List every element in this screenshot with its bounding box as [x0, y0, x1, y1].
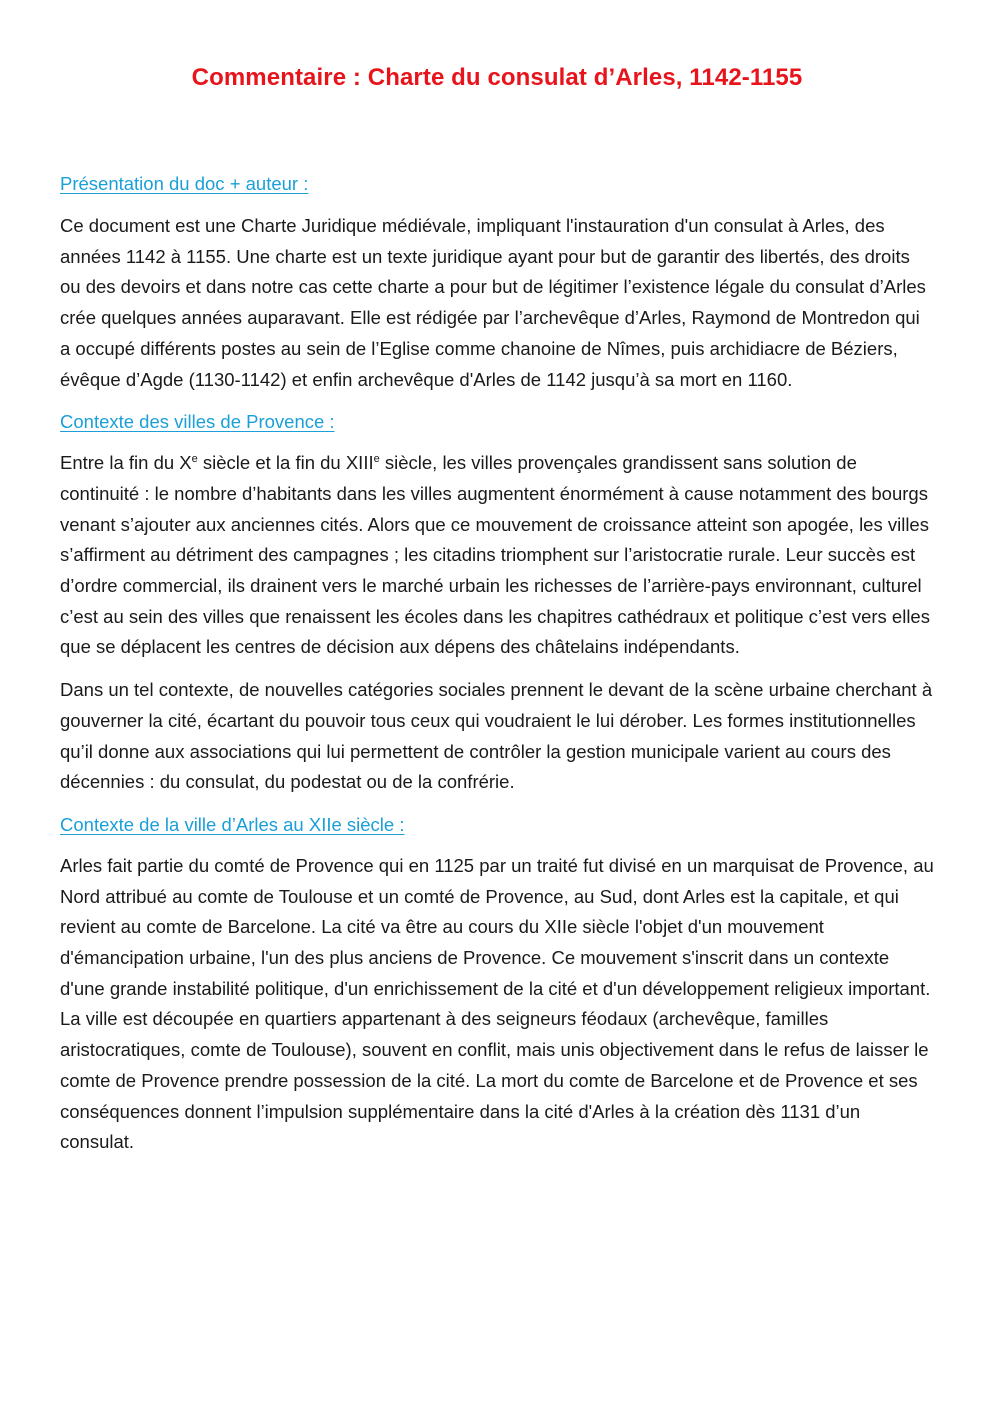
superscript: e [373, 453, 380, 466]
section-heading-contexte-arles: Contexte de la ville d’Arles au XIIe siècle : [60, 813, 405, 835]
section-contexte-provence [60, 407, 934, 798]
section-contexte-arles [60, 810, 934, 1158]
text-run: Entre la fin du X [60, 452, 192, 474]
document-title: Commentaire : Charte du consulat d’Arles, 1142-1155 [191, 64, 803, 91]
text-run: siècle et la fin du XIII [197, 452, 374, 474]
paragraph-contexte-arles: Arles fait partie du comté de Provence qui en 1125 par un traité fut divisé en un marquisat de Provence, au Nord attribué au comte de Toulouse et un comté de Provence, au Sud, dont Arles est la capitale, et qui revient au comte de Barcelone. La cité va être au cours du XIIe siècle l'objet d'un mouvement d'émancipation urbaine, l'un des plus anciens de Provence. Ce mouvement s'inscrit dans un contexte d'une grande instabilité politique, d'un enrichissement de la cité et d'un développement religieux important. La ville est découpée en quartiers appartenant à des seigneurs féodaux (archevêque, familles aristocratiques, comte de Toulouse), souvent en conflit, mais unis objectivement dans le refus de laisser le comte de Provence prendre possession de la cité. La mort du comte de Barcelone et de Provence et ses conséquences donnent l’impulsion supplémentaire dans la cité d'Arles à la création dès 1131 d’un consulat. [60, 854, 934, 1153]
section-heading-presentation: Présentation du doc + auteur : [60, 173, 309, 194]
paragraph-contexte-provence-2: Dans un tel contexte, de nouvelles catégories sociales prennent le devant de la scène urbaine cherchant à gouverner la cité, écartant du pouvoir tous ceux qui voudraient le lui dérober. Les formes institutionnelles qu’il donne aux associations qui lui permettent de contrôler la gestion municipale varient au cours des décennies : du consulat, du podestat ou de la confrérie. [60, 679, 933, 793]
text-run: siècle, les villes provençales grandissent sans solution de continuité : le nombre d’habitants dans les villes augmentent énormément à cause notamment des bourgs venant s’ajouter aux anciennes cités. Alors que ce mouvement de croissance atteint son apogée, les villes s’affirment au détriment des campagnes ; les citadins triomphent sur l’aristocratie rurale. Leur succès est d’ordre commercial, ils drainent vers le marché urbain les richesses de l’arrière-pays environnant, culturel c’est au sein des villes que renaissent les écoles dans les chapitres cathédraux et politique c’est vers elles que se déplacent les centres de décision aux dépens des châtelains indépendants. [60, 452, 930, 658]
section-heading-contexte-provence: Contexte des villes de Provence : [60, 411, 335, 433]
superscript: e [191, 453, 198, 466]
section-presentation [60, 169, 934, 395]
paragraph-presentation: Ce document est une Charte Juridique médiévale, impliquant l'instauration d'un consulat à Arles, des années 1142 à 1155. Une charte est un texte juridique ayant pour but de garantir des libertés, des droits ou des devoirs et dans notre cas cette charte a pour but de légitimer l’existence légale du consulat d’Arles crée quelques années auparavant. Elle est rédigée par l’archevêque d’Arles, Raymond de Montredon qui a occupé différents postes au sein de l’Eglise comme chanoine de Nîmes, puis archidiacre de Béziers, évêque d’Agde (1130-1142) et enfin archevêque d'Arles de 1142 jusqu’à sa mort en 1160. [60, 215, 926, 390]
document-page [60, 62, 934, 1158]
paragraph-contexte-provence-1 [60, 448, 934, 663]
